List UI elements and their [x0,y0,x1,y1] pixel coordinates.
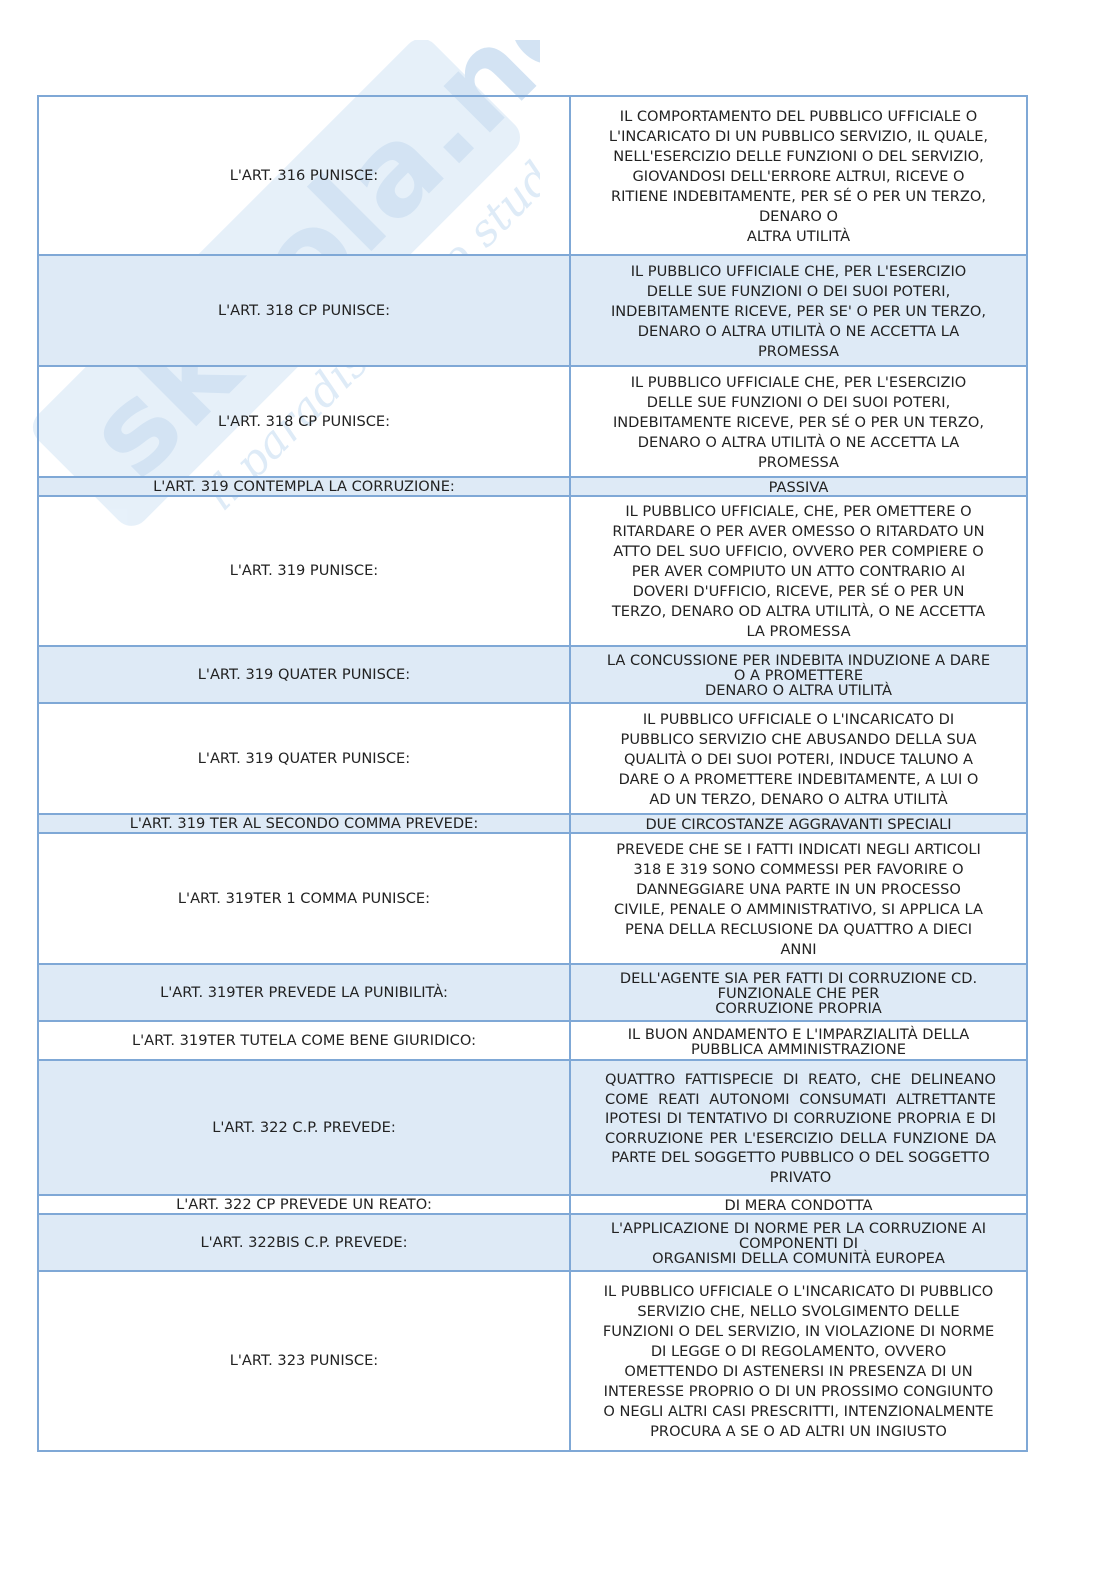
table-row [38,646,1027,703]
answer-cell: IL BUON ANDAMENTO E L'IMPARZIALITÀ DELLA PUBBLICA AMMINISTRAZIONE [570,1021,1027,1060]
question-cell: L'ART. 319TER TUTELA COME BENE GIURIDICO: [38,1021,570,1060]
question-cell: L'ART. 322 C.P. PREVEDE: [38,1060,570,1195]
answer-cell: IL PUBBLICO UFFICIALE, CHE, PER OMETTERE O RITARDARE O PER AVER OMESSO O RITARDATO UN ATTO DEL SUO UFFICIO, OVVERO PER COMPIERE O PER AVER COMPIUTO UN ATTO CONTRARIO AI DOVERI D'UFFICIO, RICEVE, PER SÉ O PER UN TERZO, DENARO OD ALTRA UTILITÀ, O NE ACCETTA LA PROMESSA [570,496,1027,646]
table-row [38,1060,1027,1195]
question-cell: L'ART. 318 CP PUNISCE: [38,255,570,366]
answer-cell: IL PUBBLICO UFFICIALE CHE, PER L'ESERCIZIO DELLE SUE FUNZIONI O DEI SUOI POTERI, INDEBITAMENTE RICEVE, PER SE' O PER UN TERZO, DENARO O ALTRA UTILITÀ O NE ACCETTA LA PROMESSA [570,255,1027,366]
question-cell: L'ART. 322 CP PREVEDE UN REATO: [38,1195,570,1214]
answer-cell: IL PUBBLICO UFFICIALE O L'INCARICATO DI PUBBLICO SERVIZIO CHE, NELLO SVOLGIMENTO DELLE FUNZIONI O DEL SERVIZIO, IN VIOLAZIONE DI NORME DI LEGGE O DI REGOLAMENTO, OVVERO OMETTENDO DI ASTENERSI IN PRESENZA DI UN INTERESSE PROPRIO O DI UN PROSSIMO CONGIUNTO O NEGLI ALTRI CASI PRESCRITTI, INTENZIONALMENTE PROCURA A SE O AD ALTRI UN INGIUSTO [570,1271,1027,1451]
answer-cell: PASSIVA [570,477,1027,496]
answer-cell: LA CONCUSSIONE PER INDEBITA INDUZIONE A DARE O A PROMETTERE DENARO O ALTRA UTILITÀ [570,646,1027,703]
table-row [38,833,1027,964]
table-row [38,496,1027,646]
answer-cell: L'APPLICAZIONE DI NORME PER LA CORRUZIONE AI COMPONENTI DI ORGANISMI DELLA COMUNITÀ EUROPEA [570,1214,1027,1271]
question-cell: L'ART. 316 PUNISCE: [38,96,570,255]
question-cell: L'ART. 319TER PREVEDE LA PUNIBILITÀ: [38,964,570,1021]
answer-cell: PREVEDE CHE SE I FATTI INDICATI NEGLI ARTICOLI 318 E 319 SONO COMMESSI PER FAVORIRE O DANNEGGIARE UNA PARTE IN UN PROCESSO CIVILE, PENALE O AMMINISTRATIVO, SI APPLICA LA PENA DELLA RECLUSIONE DA QUATTRO A DIECI ANNI [570,833,1027,964]
answer-cell: DUE CIRCOSTANZE AGGRAVANTI SPECIALI [570,814,1027,833]
question-cell: L'ART. 319 PUNISCE: [38,496,570,646]
table-row [38,1271,1027,1451]
table-row [38,366,1027,477]
answer-cell: QUATTRO FATTISPECIE DI REATO, CHE DELINEANO COME REATI AUTONOMI CONSUMATI ALTRETTANTE IPOTESI DI TENTATIVO DI CORRUZIONE PROPRIA E DI CORRUZIONE PER L'ESERCIZIO DELLA FUNZIONE DA PARTE DEL SOGGETTO PUBBLICO O DEL SOGGETTO PRIVATO [570,1060,1027,1195]
answer-cell: IL COMPORTAMENTO DEL PUBBLICO UFFICIALE O L'INCARICATO DI UN PUBBLICO SERVIZIO, IL QUALE, NELL'ESERCIZIO DELLE FUNZIONI O DEL SERVIZIO, GIOVANDOSI DELL'ERRORE ALTRUI, RICEVE O RITIENE INDEBITAMENTE, PER SÉ O PER UN TERZO, DENARO O ALTRA UTILITÀ [570,96,1027,255]
question-cell: L'ART. 323 PUNISCE: [38,1271,570,1451]
qa-table [37,95,1028,1452]
table-row [38,1214,1027,1271]
answer-cell: IL PUBBLICO UFFICIALE O L'INCARICATO DI PUBBLICO SERVIZIO CHE ABUSANDO DELLA SUA QUALITÀ O DEI SUOI POTERI, INDUCE TALUNO A DARE O A PROMETTERE INDEBITAMENTE, A LUI O AD UN TERZO, DENARO O ALTRA UTILITÀ [570,703,1027,814]
question-cell: L'ART. 319 CONTEMPLA LA CORRUZIONE: [38,477,570,496]
question-cell: L'ART. 319 TER AL SECONDO COMMA PREVEDE: [38,814,570,833]
table-row [38,255,1027,366]
table-row [38,814,1027,833]
question-cell: L'ART. 319TER 1 COMMA PUNISCE: [38,833,570,964]
table-row [38,1021,1027,1060]
answer-cell: IL PUBBLICO UFFICIALE CHE, PER L'ESERCIZIO DELLE SUE FUNZIONI O DEI SUOI POTERI, INDEBITAMENTE RICEVE, PER SÉ O PER UN TERZO, DENARO O ALTRA UTILITÀ O NE ACCETTA LA PROMESSA [570,366,1027,477]
table-row [38,477,1027,496]
question-cell: L'ART. 318 CP PUNISCE: [38,366,570,477]
table-row [38,96,1027,255]
table-row [38,703,1027,814]
table-row [38,964,1027,1021]
question-cell: L'ART. 319 QUATER PUNISCE: [38,703,570,814]
answer-cell: DELL'AGENTE SIA PER FATTI DI CORRUZIONE CD. FUNZIONALE CHE PER CORRUZIONE PROPRIA [570,964,1027,1021]
table-row [38,1195,1027,1214]
question-cell: L'ART. 322BIS C.P. PREVEDE: [38,1214,570,1271]
question-cell: L'ART. 319 QUATER PUNISCE: [38,646,570,703]
answer-cell: DI MERA CONDOTTA [570,1195,1027,1214]
